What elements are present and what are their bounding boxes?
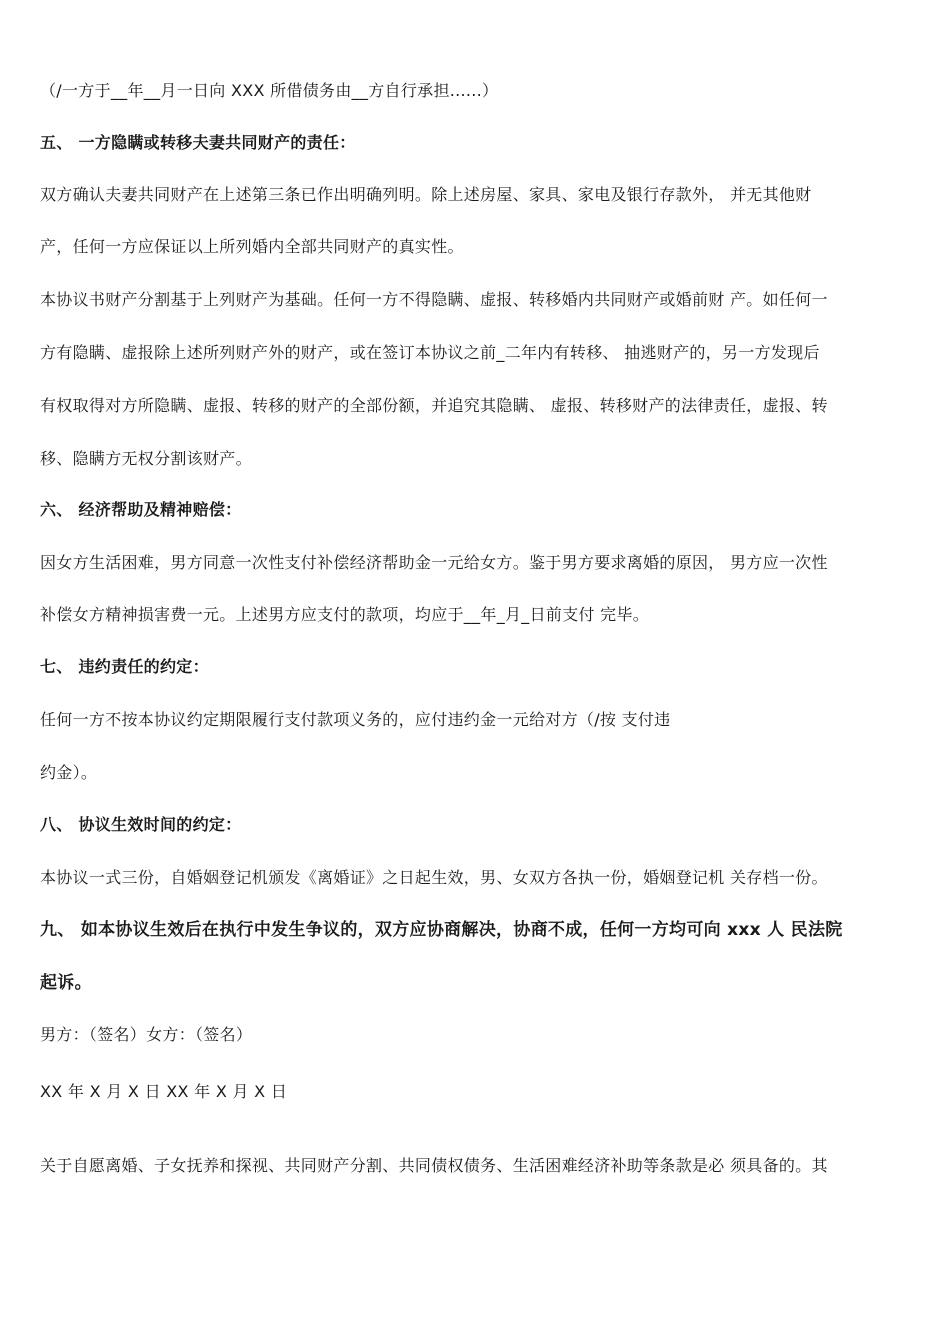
debt-note-line: （/一方于__年__月一日向 XXX 所借债务由__方自行承担......） — [40, 81, 499, 100]
section-6-paragraph-line-1: 因女方生活困难，男方同意一次性支付补偿经济帮助金一元给女方。鉴于男方要求离婚的原因， 男方应一次性 — [40, 553, 828, 572]
signature-line: 男方：（签名）女方：（签名） — [40, 1025, 253, 1044]
closing-note-line: 关于自愿离婚、子女抚养和探视、共同财产分割、共同债权债务、生活困难经济补助等条款是必 须具备的。其 — [40, 1156, 828, 1175]
section-7-paragraph-line-1: 任何一方不按本协议约定期限履行支付款项义务的，应付违约金一元给对方（/按 支付违 — [40, 710, 671, 729]
section-5-paragraph-2-line-1: 本协议书财产分割基于上列财产为基础。任何一方不得隐瞒、虚报、转移婚内共同财产或婚前财 产。如任何一 — [40, 290, 828, 309]
section-7-paragraph-line-2: 约金）。 — [40, 763, 98, 782]
section-5-paragraph-2-line-3: 有权取得对方所隐瞒、虚报、转移的财产的全部份额，并追究其隐瞒、 虚报、转移财产的法律责任，虚报、转 — [40, 396, 828, 415]
date-line: XX 年 X 月 X 日 XX 年 X 月 X 日 — [40, 1082, 288, 1101]
section-8-heading: 八、 协议生效时间的约定： — [40, 815, 242, 834]
section-6-heading: 六、 经济帮助及精神赔偿： — [40, 500, 242, 519]
section-5-paragraph-1-line-2: 产，任何一方应保证以上所列婚内全部共同财产的真实性。 — [40, 237, 464, 256]
section-8-paragraph: 本协议一式三份，自婚姻登记机颁发《离婚证》之日起生效，男、女双方各执一份，婚姻登记机 关存档一份。 — [40, 868, 828, 887]
section-9-heading-line-1: 九、 如本协议生效后在执行中发生争议的，双方应协商解决，协商不成，任何一方均可向 xxx 人 民法院 — [40, 920, 843, 940]
section-5-paragraph-2-line-2: 方有隐瞒、虚报除上述所列财产外的财产，或在签订本协议之前_二年内有转移、 抽逃财产的，另一方发现后 — [40, 343, 820, 362]
section-7-heading: 七、 违约责任的约定： — [40, 657, 209, 676]
section-5-paragraph-1-line-1: 双方确认夫妻共同财产在上述第三条已作出明确列明。除上述房屋、家具、家电及银行存款外， 并无其他财 — [40, 185, 812, 204]
section-5-heading: 五、 一方隐瞒或转移夫妻共同财产的责任： — [40, 133, 356, 152]
section-5-paragraph-2-line-4: 移、隐瞒方无权分割该财产。 — [40, 449, 252, 468]
section-9-heading-line-2: 起诉。 — [40, 973, 92, 993]
section-6-paragraph-line-2: 补偿女方精神损害费一元。上述男方应支付的款项，均应于__年_月_日前支付 完毕。 — [40, 605, 650, 624]
